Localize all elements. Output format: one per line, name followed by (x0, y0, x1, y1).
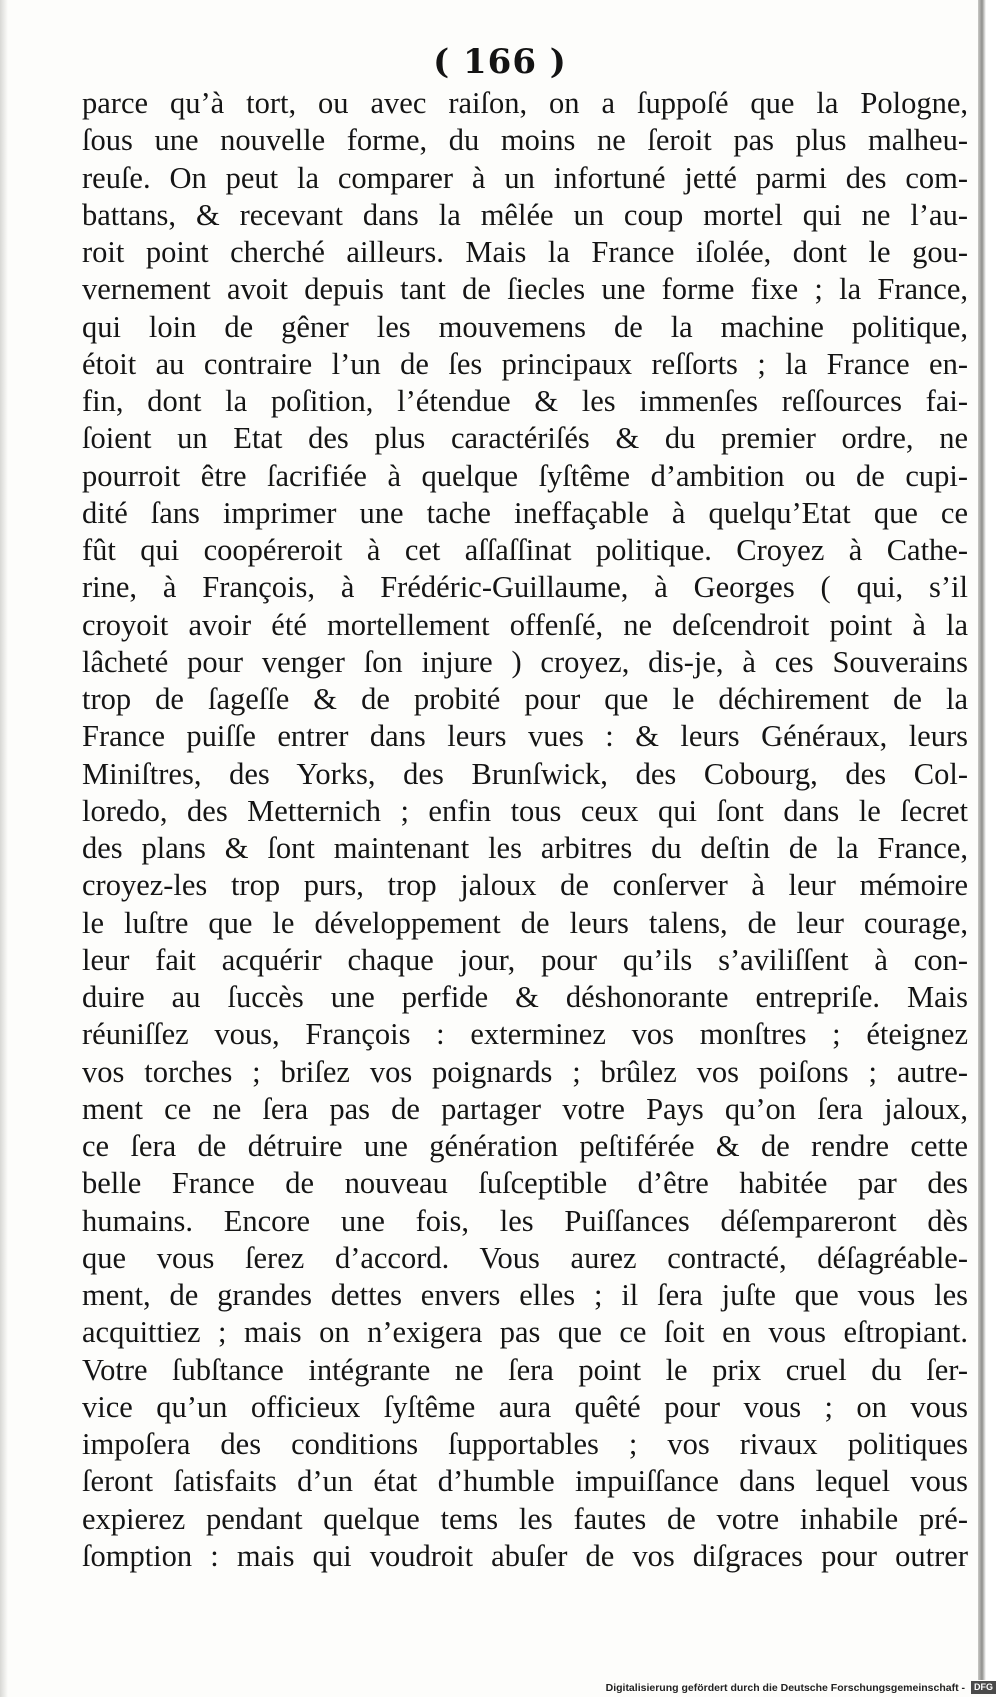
text-line: leur fait acquérir chaque jour, pour qu’ils s’aviliſſent à con- (82, 942, 968, 977)
text-line: étoit au contraire l’un de ſes principaux reſſorts ; la France en- (82, 346, 968, 381)
page-gutter-shadow (0, 0, 8, 1697)
text-line: pourroit être ſacrifiée à quelque ſyſtême d’ambition ou de cupi- (82, 458, 968, 493)
text-line: qui loin de gêner les mouvemens de la machine politique, (82, 309, 968, 344)
text-line: croyez-les trop purs, trop jaloux de conſerver à leur mémoire (82, 868, 968, 903)
text-line: ſomption : mais qui voudroit abuſer de vos diſgraces pour outrer (82, 1538, 968, 1573)
page-number: ( 166 ) (433, 42, 567, 82)
text-line: croyoit avoir été mortellement offenſé, ne deſcendroit point à la (82, 607, 968, 642)
text-line: Miniſtres, des Yorks, des Brunſwick, des Cobourg, des Col- (82, 756, 968, 791)
text-line: ce ſera de détruire une génération peſtiférée & de rendre cette (82, 1129, 968, 1163)
text-line: ſeront ſatisfaits d’un état d’humble impuiſſance dans lequel vous (82, 1464, 968, 1499)
text-line: fût qui coopéreroit à cet aſſaſſinat politique. Croyez à Cathe- (82, 533, 968, 567)
text-line: dité ſans imprimer une tache ineffaçable à quelqu’Etat que ce (82, 495, 968, 530)
text-line: des plans & ſont maintenant les arbitres du deſtin de la France, (82, 831, 968, 865)
text-line: impoſera des conditions ſupportables ; vos rivaux politiques (82, 1427, 968, 1461)
text-line: France puiſſe entrer dans leurs vues : & leurs Généraux, leurs (82, 719, 968, 754)
text-line: duire au ſuccès une perfide & déshonorante entrepriſe. Mais (82, 980, 968, 1014)
digitization-credit (606, 1681, 996, 1694)
text-line: ſous une nouvelle forme, du moins ne ſeroit pas plus malheu- (82, 123, 968, 158)
text-line: Votre ſubſtance intégrante ne ſera point le prix cruel du ſer- (82, 1352, 968, 1387)
text-line: vernement avoit depuis tant de ſiecles une forme fixe ; la France, (82, 272, 968, 307)
text-line: fin, dont la poſition, l’étendue & les immenſes reſſources fai- (82, 384, 968, 418)
dfg-logo: DFG (971, 1681, 996, 1694)
text-line: ment, de grandes dettes envers elles ; il ſera juſte que vous les (82, 1278, 968, 1312)
text-line: parce qu’à tort, ou avec raiſon, on a ſuppoſé que la Pologne, (82, 86, 968, 120)
text-line: expierez pendant quelque tems les fautes de votre inhabile pré- (82, 1501, 968, 1536)
text-line: belle France de nouveau ſuſceptible d’être habitée par des (82, 1166, 968, 1201)
page-edge (978, 0, 1000, 1680)
text-line: le luſtre que le développement de leurs talens, de leur courage, (82, 905, 968, 940)
text-line: trop de ſageſſe & de probité pour que le déchirement de la (82, 682, 968, 716)
text-line: acquittiez ; mais on n’exigera pas que ce ſoit en vous eſtropiant. (82, 1315, 968, 1350)
text-line: roit point cherché ailleurs. Mais la France iſolée, dont le gou- (82, 235, 968, 269)
credit-text: Digitalisierung gefördert durch die Deutsche Forschungsgemeinschaft - (605, 1681, 965, 1694)
text-line: vos torches ; briſez vos poignards ; brûlez vos poiſons ; autre- (82, 1054, 968, 1089)
text-line: réuniſſez vous, François : exterminez vos monſtres ; éteignez (82, 1017, 968, 1052)
text-line: vice qu’un officieux ſyſtême aura quêté pour vous ; on vous (82, 1389, 968, 1424)
text-line: rine, à François, à Frédéric-Guillaume, à Georges ( qui, s’il (82, 570, 968, 605)
text-line: lâcheté pour venger ſon injure ) croyez, dis-je, à ces Souverains (82, 644, 968, 679)
text-line: que vous ſerez d’accord. Vous aurez contracté, déſagréable- (82, 1240, 968, 1275)
text-line: ment ce ne ſera pas de partager votre Pays qu’on ſera jaloux, (82, 1091, 968, 1126)
body-text (82, 85, 968, 1575)
text-line: humains. Encore une fois, les Puiſſances déſempareront dès (82, 1203, 968, 1238)
text-line: ſoient un Etat des plus caractériſés & du premier ordre, ne (82, 421, 968, 456)
text-line: reuſe. On peut la comparer à un infortuné jetté parmi des com- (82, 160, 968, 195)
text-line: battans, & recevant dans la mêlée un coup mortel qui ne l’au- (82, 197, 968, 232)
text-line: loredo, des Metternich ; enfin tous ceux qui ſont dans le ſecret (82, 793, 968, 828)
